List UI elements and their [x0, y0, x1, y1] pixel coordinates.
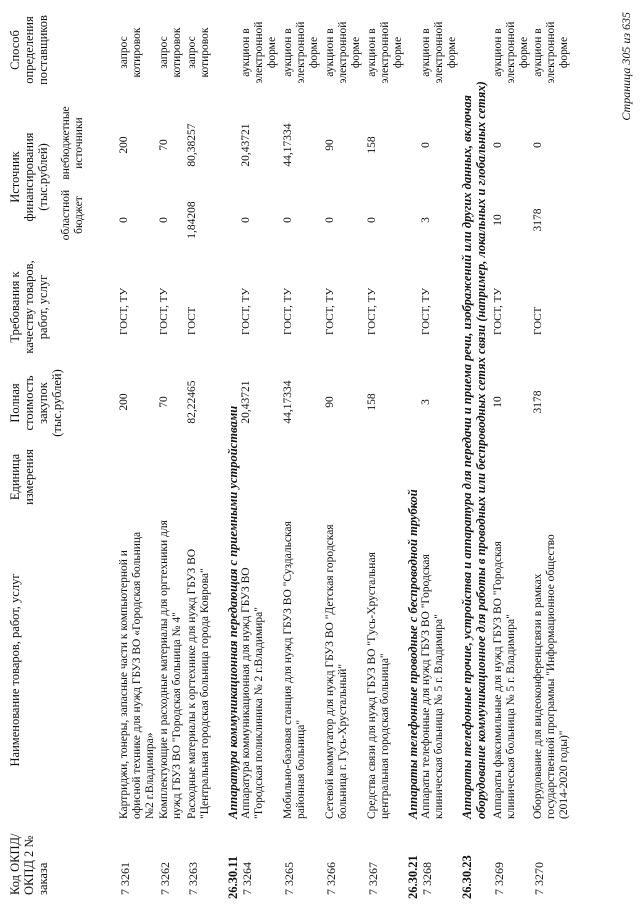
header-name: Наименование товаров, работ, услуг	[8, 573, 22, 767]
row-regional-budget: 3178	[532, 208, 544, 232]
row-code: 7 3266	[324, 862, 338, 895]
row-regional-budget: 10	[492, 214, 504, 226]
row-requirements: ГОСТ, ТУ	[240, 287, 252, 335]
row-requirements: ГОСТ, ТУ	[420, 287, 432, 335]
row-code: 7 3265	[282, 862, 296, 895]
row-cost: 158	[366, 393, 378, 411]
row-method: запрос котировок	[186, 27, 211, 78]
row-name: Аппараты телефонные для нужд ГБУЗ ВО "Городская клиническая больница № 5 г. Владимира"	[420, 554, 445, 819]
group-title: Аппараты телефонные проводные с беспроводной трубкой	[406, 489, 420, 819]
row-method: аукцион в электронной форме	[492, 21, 530, 84]
row-cost: 3	[420, 399, 432, 405]
row-method: запрос котировок	[118, 27, 143, 78]
row-requirements: ГОСТ	[186, 306, 198, 335]
row-name: Комплектующие и расходные материалы для оргтехники для нужд ГБУЗ ВО "Городская больница № 4"	[158, 520, 183, 819]
row-offbudget: 0	[420, 142, 432, 148]
row-code: 7 3270	[532, 862, 546, 895]
row-requirements: ГОСТ	[532, 306, 544, 335]
row-requirements: ГОСТ, ТУ	[324, 287, 336, 335]
row-requirements: ГОСТ, ТУ	[492, 287, 504, 335]
row-name: Мобильно-базовая станция для нужд ГБУЗ ВО "Суздальская районная больница"	[282, 521, 307, 819]
row-offbudget: 80,38257	[186, 123, 198, 167]
row-regional-budget: 3	[420, 217, 432, 223]
row-cost: 20,43721	[240, 380, 252, 424]
row-code: 7 3261	[118, 862, 132, 895]
row-method: аукцион в электронной форме	[366, 21, 404, 84]
row-cost: 70	[158, 396, 170, 408]
row-offbudget: 0	[532, 142, 544, 148]
row-name: Аппаратура коммуникационная для нужд ГБУЗ ВО "Городская поликлиника № 2 г.Владимира"	[240, 567, 265, 819]
row-name: Оборудование для видеоконференцсвязи в рамках государственной программы "Информационное общество (2014-2020 годы)"	[532, 534, 570, 819]
row-cost: 200	[118, 393, 130, 411]
row-offbudget: 200	[118, 136, 130, 154]
row-cost: 10	[492, 396, 504, 408]
header-code: Код ОКПД/ ОКПД 2 № заказа	[8, 833, 50, 895]
row-regional-budget: 0	[366, 217, 378, 223]
row-offbudget: 70	[158, 139, 170, 151]
header-funding-regional: областной бюджет	[60, 189, 85, 241]
row-method: аукцион в электронной форме	[420, 21, 458, 84]
row-method: аукцион в электронной форме	[324, 21, 362, 84]
row-cost: 44,17334	[282, 380, 294, 424]
row-offbudget: 20,43721	[240, 123, 252, 167]
row-method: запрос котировок	[158, 27, 183, 78]
row-offbudget: 90	[324, 139, 336, 151]
row-requirements: ГОСТ, ТУ	[118, 287, 130, 335]
row-regional-budget: 0	[240, 217, 252, 223]
row-method: аукцион в электронной форме	[282, 21, 320, 84]
row-code: 7 3269	[492, 862, 506, 895]
row-name: Средства связи для нужд ГБУЗ ВО "Гусь-Хрустальная центральная городская больница"	[366, 552, 391, 819]
row-regional-budget: 0	[324, 217, 336, 223]
row-code: 7 3263	[186, 862, 200, 895]
header-method: Способ определения поставщиков	[8, 15, 50, 85]
row-requirements: ГОСТ, ТУ	[158, 287, 170, 335]
row-cost: 82,22465	[186, 380, 198, 424]
row-cost: 90	[324, 396, 336, 408]
group-title: Аппараты телефонные прочие, устройства и аппаратура для передачи и приема речи, изображений или других данных, включая оборудование коммуникационное для работы в проводных или беспроводных сетях связи (например, локальных и глобальных сетях)	[460, 81, 488, 819]
row-offbudget: 44,17334	[282, 123, 294, 167]
row-name: Сетевой коммутатор для нужд ГБУЗ ВО "Детская городская больница г. Гусь-Хрустальный"	[324, 524, 349, 819]
group-code: 26.30.11	[226, 855, 240, 899]
header-funding: Источник финансирования (тыс.рублей)	[8, 132, 50, 222]
row-regional-budget: 1,84208	[186, 201, 198, 239]
row-code: 7 3268	[420, 862, 434, 895]
row-method: аукцион в электронной форме	[532, 21, 570, 84]
row-cost: 3178	[532, 390, 544, 414]
header-unit: Единица измерения	[8, 449, 36, 505]
row-method: аукцион в электронной форме	[240, 21, 278, 84]
row-code: 7 3264	[240, 862, 254, 895]
row-offbudget: 0	[492, 142, 504, 148]
row-name: Расходные материалы к оргтехнике для нужд ГБУЗ ВО "Центральная городская больница города Коврова"	[186, 548, 211, 819]
row-regional-budget: 0	[282, 217, 294, 223]
row-regional-budget: 0	[158, 217, 170, 223]
group-title: Аппаратура коммуникационная передающая с приемными устройствами	[226, 405, 240, 819]
page-number: Страница 305 из 635	[619, 12, 633, 121]
group-code: 26.30.21	[406, 855, 420, 899]
row-code: 7 3262	[158, 862, 172, 895]
row-requirements: ГОСТ, ТУ	[282, 287, 294, 335]
header-requirements: Требования к качеству товаров, работ, услуг	[8, 260, 50, 354]
header-funding-offbudget: внебюджетные источники	[60, 106, 85, 180]
row-name: Картриджи, тонеры, запасные части к компьютерной и офисной технике для нужд ГБУЗ ВО «Городская больница №2 г.Владимира»	[118, 531, 156, 819]
row-offbudget: 158	[366, 136, 378, 154]
row-name: Аппараты факсимильные для нужд ГБУЗ ВО "Городская клиническая больница № 5 г. Владимира"	[492, 541, 517, 819]
row-requirements: ГОСТ, ТУ	[366, 287, 378, 335]
row-regional-budget: 0	[118, 217, 130, 223]
header-cost: Полная стоимость закупок (тыс.рублей)	[8, 369, 64, 437]
group-code: 26.30.23	[460, 855, 474, 899]
row-code: 7 3267	[366, 862, 380, 895]
